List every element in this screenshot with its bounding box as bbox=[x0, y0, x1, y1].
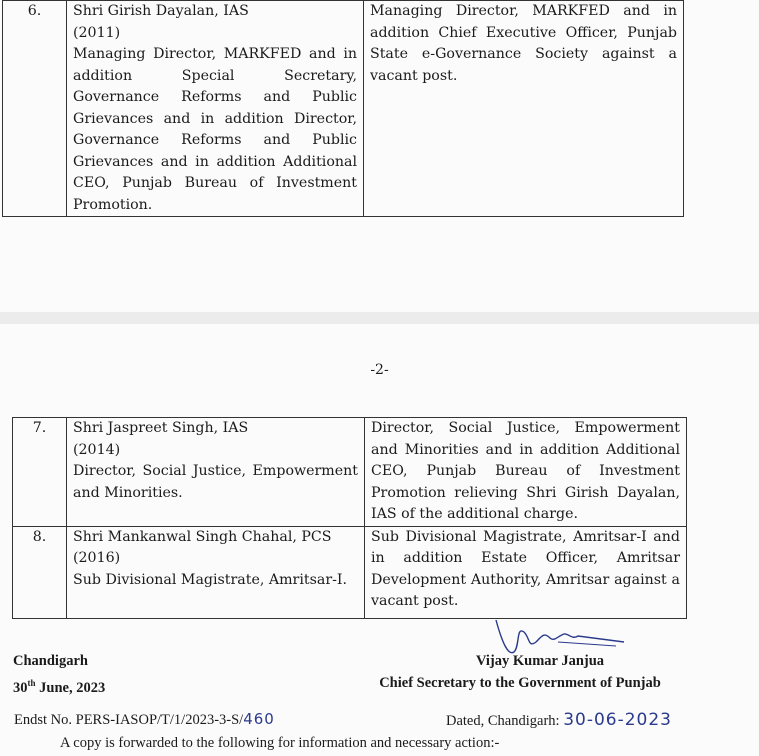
officer-batch: (2011) bbox=[73, 24, 121, 41]
table-row bbox=[13, 526, 687, 618]
current-posting: Director, Social Justice, Empowerment and Minorities. bbox=[73, 463, 358, 501]
serial-number: 8. bbox=[13, 526, 67, 618]
postings-table-page2 bbox=[12, 417, 687, 619]
officer-cell bbox=[67, 418, 365, 527]
place: Chandigarh bbox=[13, 653, 88, 669]
signatory-title: Chief Secretary to the Government of Punjab bbox=[379, 675, 661, 691]
signatory-block bbox=[330, 650, 710, 694]
page-number: -2- bbox=[370, 362, 389, 378]
serial-number: 6. bbox=[3, 1, 67, 217]
new-posting: Sub Divisional Magistrate, Amritsar-I and in addition Estate Officer, Amritsar Development Authority, Amritsar against a vacant post. bbox=[365, 526, 687, 618]
current-posting: Sub Divisional Magistrate, Amritsar-I. bbox=[73, 571, 348, 588]
page-separator bbox=[0, 312, 759, 324]
issue-date: 30th June, 2023 bbox=[13, 678, 106, 696]
officer-cell bbox=[67, 1, 364, 217]
handwritten-number: 460 bbox=[243, 710, 275, 728]
officer-batch: (2014) bbox=[73, 441, 121, 458]
handwritten-date: 30-06-2023 bbox=[563, 710, 672, 730]
signatory-name: Vijay Kumar Janjua bbox=[475, 653, 605, 669]
place-date-block bbox=[13, 650, 105, 699]
officer-name: Shri Mankanwal Singh Chahal, PCS bbox=[73, 528, 332, 545]
table-row bbox=[13, 418, 687, 527]
officer-name: Shri Girish Dayalan, IAS bbox=[73, 3, 249, 19]
postings-table-page1 bbox=[2, 0, 684, 217]
serial-number: 7. bbox=[13, 418, 67, 527]
new-posting: Managing Director, MARKFED and in addition Chief Executive Officer, Punjab State e-Governance Society against a vacant post. bbox=[364, 1, 684, 217]
page-one-fragment bbox=[0, 0, 759, 312]
copy-forward-line: A copy is forwarded to the following for information and necessary action:- bbox=[60, 735, 500, 751]
officer-batch: (2016) bbox=[73, 550, 121, 566]
current-posting: Managing Director, MARKFED and in addition Special Secretary, Governance Reforms and Public Grievances and in addition Director, Governance Reforms and Public Grievances and in addition Additional CEO, Punjab Bureau of Investment Promotion. bbox=[73, 46, 357, 213]
table-row bbox=[3, 1, 684, 217]
officer-name: Shri Jaspreet Singh, IAS bbox=[73, 420, 249, 436]
endorsement-number: Endst No. PERS-IASOP/T/1/2023-3-S/460 bbox=[14, 710, 275, 728]
endorsement-date: Dated, Chandigarh: 30-06-2023 bbox=[446, 710, 672, 730]
officer-cell bbox=[67, 526, 365, 618]
new-posting: Director, Social Justice, Empowerment and Minorities and in addition Additional CEO, Punjab Bureau of Investment Promotion relieving Shri Girish Dayalan, IAS of the additional charge. bbox=[365, 418, 687, 527]
